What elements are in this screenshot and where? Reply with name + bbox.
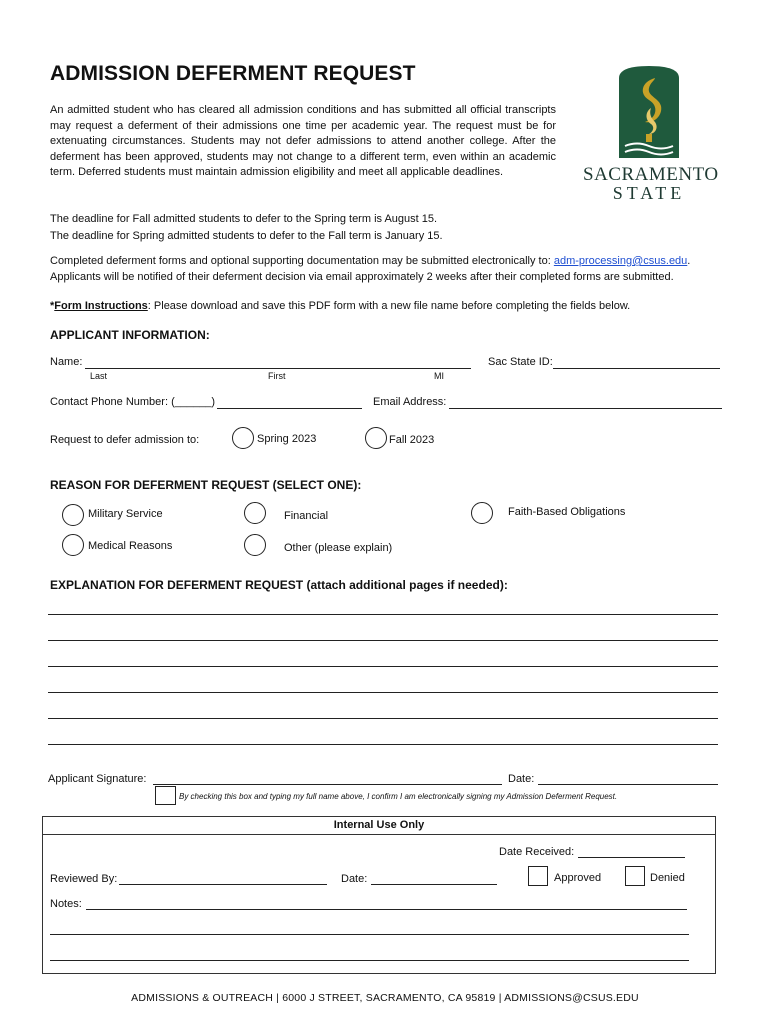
submission-period: . [687,255,691,267]
internal-use-heading: Internal Use Only [43,817,715,835]
approved-checkbox[interactable] [528,866,548,886]
signature-date-field[interactable] [538,784,718,785]
name-field[interactable] [85,368,471,369]
faith-based-radio[interactable] [471,502,493,524]
other-label: Other (please explain) [284,542,393,554]
e-signature-checkbox[interactable] [155,786,176,805]
reviewed-by-field[interactable] [119,884,327,885]
email-label: Email Address: [373,396,447,408]
submission-text: Completed deferment forms and optional supporting documentation may be submitted electronically to: [50,255,554,267]
name-first-caption: First [268,371,286,381]
notes-line[interactable] [50,960,689,961]
military-service-label: Military Service [88,508,163,520]
approved-label: Approved [554,872,602,884]
explanation-line[interactable] [48,666,718,667]
notes-line[interactable] [50,934,689,935]
instructions-star: * [50,300,55,312]
medical-reasons-label: Medical Reasons [88,540,173,552]
submission-info [50,255,690,267]
form-instructions [50,300,630,312]
internal-use-box [42,816,716,974]
phone-field[interactable] [217,408,362,409]
date-received-field[interactable] [578,857,685,858]
intro-paragraph: An admitted student who has cleared all admission conditions and has submitted all official transcripts may request a deferment of their admissions one time per academic year. The request must be for extenuating circumstances. Students may not defer admissions to attend another college. After the deferment has been approved, students may not change to a different term, even within an academic term. Deferred students must maintain admission eligibility and meet all applicable deadlines. [50,104,556,179]
explanation-line[interactable] [48,640,718,641]
notification-text: Applicants will be notified of their deferment decision via email approximately 2 weeks after their completed forms are submitted. [50,271,674,283]
internal-date-label: Date: [341,873,368,885]
reason-heading: REASON FOR DEFERMENT REQUEST (SELECT ONE): [50,478,362,492]
instructions-label: Form Instructions [54,300,148,312]
name-mi-caption: MI [434,371,444,381]
logo-text-state: STATE [612,183,686,203]
sacramento-state-logo [583,64,719,204]
spring-2023-radio[interactable] [232,427,254,449]
instructions-text: : Please download and save this PDF form with a new file name before completing the fields below. [147,300,631,312]
e-signature-confirm-text: By checking this box and typing my full name above, I confirm I am electronically signing my Admission Deferment Request. [179,792,618,801]
medical-reasons-radio[interactable] [62,534,84,556]
date-received-label: Date Received: [499,846,575,858]
deadline-fall: The deadline for Fall admitted students to defer to the Spring term is August 15. [50,213,438,225]
explanation-line[interactable] [48,692,718,693]
email-field[interactable] [449,408,722,409]
footer-address: ADMISSIONS & OUTREACH | 6000 J STREET, SACRAMENTO, CA 95819 | ADMISSIONS@CSUS.EDU [131,992,639,1004]
defer-to-label: Request to defer admission to: [50,434,200,446]
phone-label: Contact Phone Number: (______) [50,396,216,408]
notes-label: Notes: [50,898,82,910]
financial-radio[interactable] [244,502,266,524]
explanation-line[interactable] [48,744,718,745]
sac-state-id-field[interactable] [553,368,720,369]
logo-emblem-icon [583,64,715,169]
fall-2023-radio[interactable] [365,427,387,449]
explanation-line[interactable] [48,718,718,719]
sac-state-id-label: Sac State ID: [488,356,553,368]
spring-2023-label: Spring 2023 [257,433,317,445]
financial-label: Financial [284,510,329,522]
signature-field[interactable] [153,784,502,785]
internal-date-field[interactable] [371,884,497,885]
deadline-spring: The deadline for Spring admitted students to defer to the Fall term is January 15. [50,230,443,242]
name-last-caption: Last [90,371,108,381]
military-service-radio[interactable] [62,504,84,526]
signature-date-label: Date: [508,773,535,785]
signature-label: Applicant Signature: [48,773,147,785]
denied-checkbox[interactable] [625,866,645,886]
applicant-heading: APPLICANT INFORMATION: [50,328,210,342]
submission-email-link[interactable]: adm-processing@csus.edu [553,255,688,267]
other-radio[interactable] [244,534,266,556]
explanation-heading: EXPLANATION FOR DEFERMENT REQUEST (attach additional pages if needed): [50,578,508,592]
denied-label: Denied [650,872,685,884]
notes-line[interactable] [86,909,687,910]
page-title: ADMISSION DEFERMENT REQUEST [50,62,416,85]
fall-2023-label: Fall 2023 [389,434,435,446]
logo-text-sacramento: SACRAMENTO [583,164,719,185]
faith-based-label: Faith-Based Obligations [508,506,626,518]
reviewed-by-label: Reviewed By: [50,873,118,885]
explanation-line[interactable] [48,614,718,615]
name-label: Name: [50,356,83,368]
